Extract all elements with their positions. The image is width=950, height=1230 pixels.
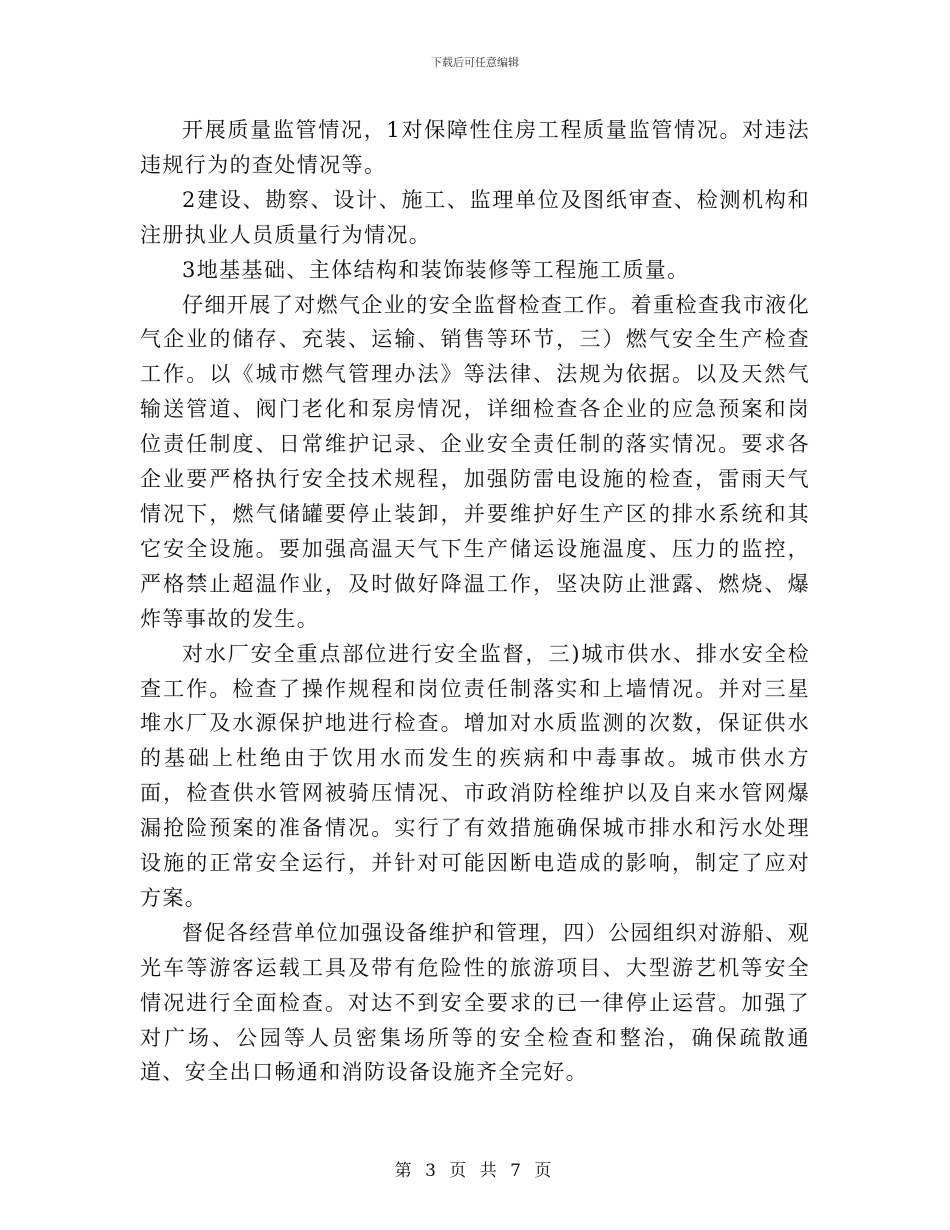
paragraph-6: 督促各经营单位加强设备维护和管理，四）公园组织对游船、观光车等游客运载工具及带有危险性的旅游项目、大型游艺机等安全情况进行全面检查。对达不到安全要求的已一律停止运营。加强了对广场、公园等人员密集场所等的安全检查和整治，确保疏散通道、安全出口畅通和消防设备设施齐全完好。 (140, 920, 810, 1085)
document-body (140, 113, 810, 1090)
paragraph-5: 对水厂安全重点部位进行安全监督，三)城市供水、排水安全检查工作。检查了操作规程和岗位责任制落实和上墙情况。并对三星堆水厂及水源保护地进行检查。增加对水质监测的次数，保证供水的基础上杜绝由于饮用水而发生的疾病和中毒事故。城市供水方面，检查供水管网被骑压情况、市政消防栓维护以及自来水管网爆漏抢险预案的准备情况。实行了有效措施确保城市排水和污水处理设施的正常安全运行，并针对可能因断电造成的影响，制定了应对方案。 (140, 641, 810, 910)
paragraph-1: 开展质量监管情况，1对保障性住房工程质量监管情况。对违法违规行为的查处情况等。 (140, 118, 810, 177)
header-note: 下载后可任意编辑 (431, 56, 519, 69)
page-number-footer: 第 3 页 共 7 页 (394, 1161, 556, 1181)
paragraph-2: 2建设、勘察、设计、施工、监理单位及图纸审查、检测机构和注册执业人员质量行为情况。 (140, 187, 810, 247)
paragraph-3: 3地基基础、主体结构和装饰装修等工程施工质量。 (182, 257, 690, 282)
paragraph-4: 仔细开展了对燃气企业的安全监督检查工作。着重检查我市液化气企业的储存、充装、运输、销售等环节，三）燃气安全生产检查工作。以《城市燃气管理办法》等法律、法规为依据。以及天然气输送管道、阀门老化和泵房情况，详细检查各企业的应急预案和岗位责任制度、日常维护记录、企业安全责任制的落实情况。要求各企业要严格执行安全技术规程，加强防雷电设施的检查，雷雨天气情况下，燃气储罐要停止装卸，并要维护好生产区的排水系统和其它安全设施。要加强高温天气下生产储运设施温度、压力的监控，严格禁止超温作业，及时做好降温工作，坚决防止泄露、燃烧、爆炸等事故的发生。 (140, 292, 810, 631)
